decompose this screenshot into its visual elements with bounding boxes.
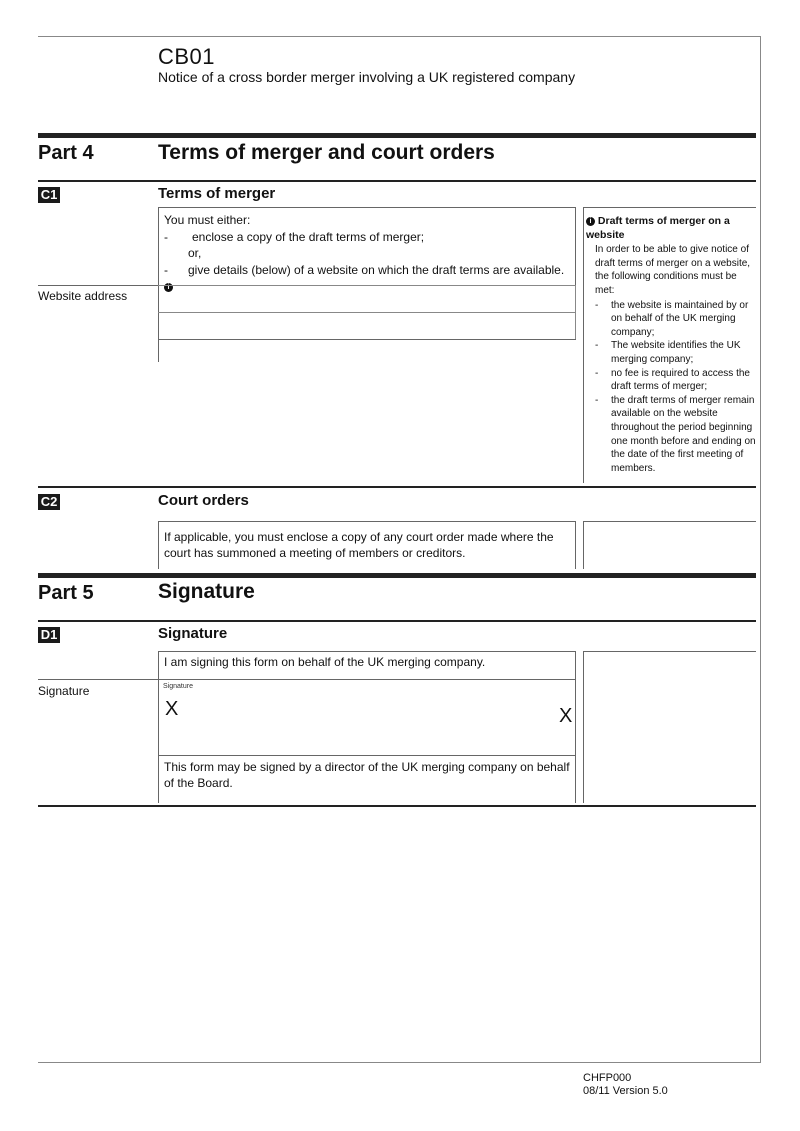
part5-top-rule — [38, 573, 756, 578]
c1-intro: You must either: — [164, 213, 251, 227]
c1-note-item-3-text: no fee is required to access the draft terms of merger; — [611, 367, 750, 393]
signature-label: Signature — [38, 684, 90, 698]
part4-title: Terms of merger and court orders — [158, 141, 495, 164]
website-label-rule — [38, 285, 158, 286]
footer-version: 08/11 Version 5.0 — [583, 1085, 668, 1097]
part5-label: Part 5 — [38, 582, 94, 604]
c1-note-item-3 — [586, 367, 756, 394]
d1-statement: I am signing this form on behalf of the UK merging company. — [164, 655, 486, 669]
bullet-dash: - — [595, 299, 599, 311]
d1-top-rule — [38, 620, 756, 622]
c2-top-rule — [38, 486, 756, 488]
website-address-input-2[interactable] — [158, 312, 576, 339]
c1-note-intro: In order to be able to give notice of draft terms of merger on a website, the following conditions must be met: — [595, 244, 751, 296]
d1-footnote: This form may be signed by a director of the UK merging company on behalf of the Board. — [164, 760, 570, 790]
signature-box-bottom — [158, 755, 575, 756]
c2-text: If applicable, you must enclose a copy of any court order made where the court has summoned a meeting of members or creditors. — [164, 530, 554, 560]
c1-title: Terms of merger — [158, 185, 276, 202]
c1-note-top — [583, 207, 756, 208]
c2-box-right — [575, 521, 576, 569]
c1-note — [586, 215, 756, 475]
bullet-dash: - — [595, 367, 599, 379]
signature-box-label: Signature — [163, 683, 193, 690]
c1-note-item-4-text: the draft terms of merger remain available on the website throughout the period beginning one month before and ending on the date of the first meeting of members. — [611, 394, 756, 474]
website-address-input-1[interactable] — [158, 285, 576, 312]
c1-note-heading — [586, 215, 756, 242]
d1-bottom-rule — [38, 805, 756, 807]
d1-note-left — [583, 651, 584, 803]
bullet-dash: - — [595, 394, 599, 406]
c1-note-item-1-text: the website is maintained by or on behalf of the UK merging company; — [611, 299, 749, 338]
c1-bullet1 — [164, 229, 574, 245]
c2-badge: C2 — [38, 494, 60, 510]
bullet-dash: - — [164, 263, 168, 277]
bullet-dash: - — [164, 230, 168, 244]
c2-box-top — [158, 521, 575, 522]
form-code: CB01 — [158, 44, 216, 69]
c1-note-item-2 — [586, 339, 756, 366]
c1-bullet1-text: enclose a copy of the draft terms of merger; — [192, 230, 425, 244]
c2-note-top — [583, 521, 756, 522]
c1-bullet2-text: give details (below) of a website on which the draft terms are available. — [188, 263, 565, 277]
c1-note-left — [583, 207, 584, 483]
c2-note-left — [583, 521, 584, 569]
c1-note-item-2-text: The website identifies the UK merging company; — [611, 340, 741, 365]
website-input-3-top — [158, 339, 576, 340]
info-icon: i — [164, 283, 173, 292]
c2-title: Court orders — [158, 492, 249, 509]
signature-x-mark-left: X — [165, 698, 179, 720]
website-address-label: Website address — [38, 289, 128, 303]
c1-badge: C1 — [38, 187, 60, 203]
c1-box-top — [158, 207, 575, 208]
c1-box-right — [575, 207, 576, 285]
c1-top-rule — [38, 180, 756, 182]
c1-note-heading-text: Draft terms of merger on a website — [586, 215, 730, 241]
d1-title: Signature — [158, 625, 228, 642]
bullet-dash: - — [595, 340, 599, 352]
part4-top-rule — [38, 133, 756, 138]
d1-note-top — [583, 651, 756, 652]
footer-code: CHFP000 — [583, 1072, 632, 1084]
signature-field[interactable] — [159, 680, 575, 755]
info-icon: i — [586, 217, 595, 226]
signature-x-mark-right: X — [559, 705, 573, 727]
c2-box-left — [158, 521, 159, 569]
c1-or: or, — [188, 246, 202, 260]
d1-right-line — [575, 651, 576, 803]
website-address-input-3[interactable] — [158, 339, 576, 362]
signature-label-rule — [38, 679, 158, 680]
part5-title: Signature — [158, 580, 255, 603]
d1-statement-top — [158, 651, 575, 652]
c1-note-item-1 — [586, 299, 756, 340]
form-title: Notice of a cross border merger involving a UK registered company — [158, 69, 576, 85]
c1-note-item-4 — [586, 394, 756, 476]
part4-label: Part 4 — [38, 142, 94, 164]
d1-badge: D1 — [38, 627, 60, 643]
